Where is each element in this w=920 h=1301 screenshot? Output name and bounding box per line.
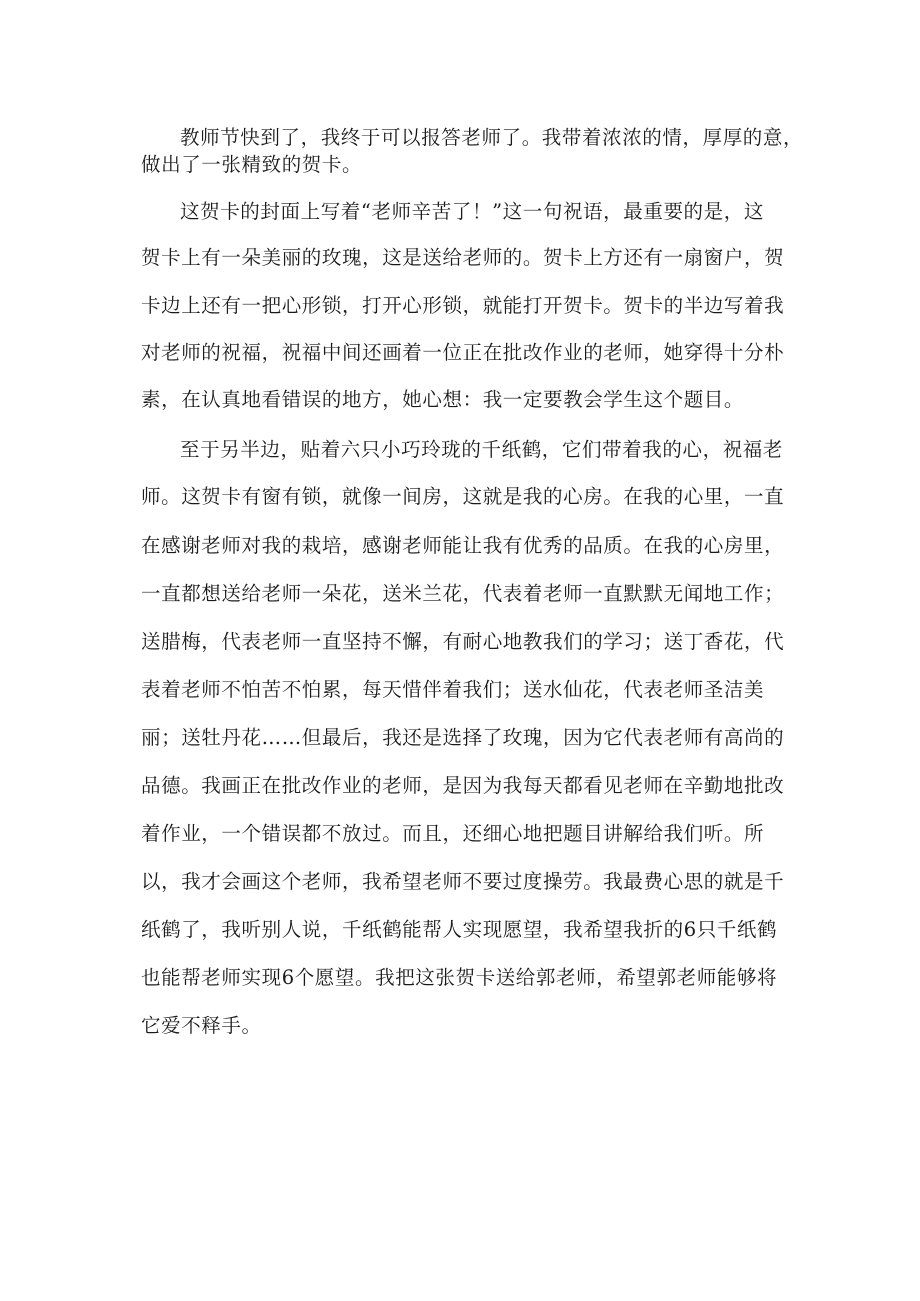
paragraph-3-line-2: 师。这贺卡有窗有锁，就像一间房，这就是我的心房。在我的心里，一直 [141,485,785,508]
paragraph-3-line-7: 丽；送牡丹花……但最后，我还是选择了玫瑰，因为它代表老师有高尚的 [141,726,785,749]
paragraph-3-line-13: 它爱不释手。 [141,1014,262,1037]
paragraph-2-line-5: 素，在认真地看错误的地方，她心想：我一定要教会学生这个题目。 [141,388,745,411]
paragraph-3-line-6: 表着老师不怕苦不怕累，每天惜伴着我们；送水仙花，代表老师圣洁美 [141,678,765,701]
paragraph-3-line-5: 送腊梅，代表老师一直坚持不懈，有耐心地教我们的学习；送丁香花，代 [141,630,785,653]
paragraph-2-line-3: 卡边上还有一把心形锁，打开心形锁，就能打开贺卡。贺卡的半边写着我 [141,294,785,317]
paragraph-3-line-8: 品德。我画正在批改作业的老师，是因为我每天都看见老师在辛勤地批改 [141,774,785,797]
paragraph-3-line-11: 纸鹤了，我听别人说，千纸鹤能帮人实现愿望，我希望我折的6只千纸鹤 [141,918,778,941]
paragraph-1-line-1: 教师节快到了，我终于可以报答老师了。我带着浓浓的情，厚厚的意， [180,126,804,149]
paragraph-3-line-4: 一直都想送给老师一朵花，送米兰花，代表着老师一直默默无闻地工作； [141,582,785,605]
paragraph-3-line-3: 在感谢老师对我的栽培，感谢老师能让我有优秀的品质。在我的心房里， [141,534,785,557]
paragraph-3-line-12: 也能帮老师实现6个愿望。我把这张贺卡送给郭老师，希望郭老师能够将 [141,966,778,989]
paragraph-2-line-1: 这贺卡的封面上写着“老师辛苦了！”这一句祝语，最重要的是，这 [180,200,764,223]
paragraph-3-line-1: 至于另半边，贴着六只小巧玲珑的千纸鹤，它们带着我的心，祝福老 [180,438,784,461]
paragraph-3-line-10: 以，我才会画这个老师，我希望老师不要过度操劳。我最费心思的就是千 [141,870,785,893]
paragraph-1-line-2: 做出了一张精致的贺卡。 [141,153,363,176]
paragraph-3-line-9: 着作业，一个错误都不放过。而且，还细心地把题目讲解给我们听。所 [141,822,765,845]
paragraph-2-line-4: 对老师的祝福，祝福中间还画着一位正在批改作业的老师，她穿得十分朴 [141,341,785,364]
paragraph-2-line-2: 贺卡上有一朵美丽的玫瑰，这是送给老师的。贺卡上方还有一扇窗户，贺 [141,246,785,269]
